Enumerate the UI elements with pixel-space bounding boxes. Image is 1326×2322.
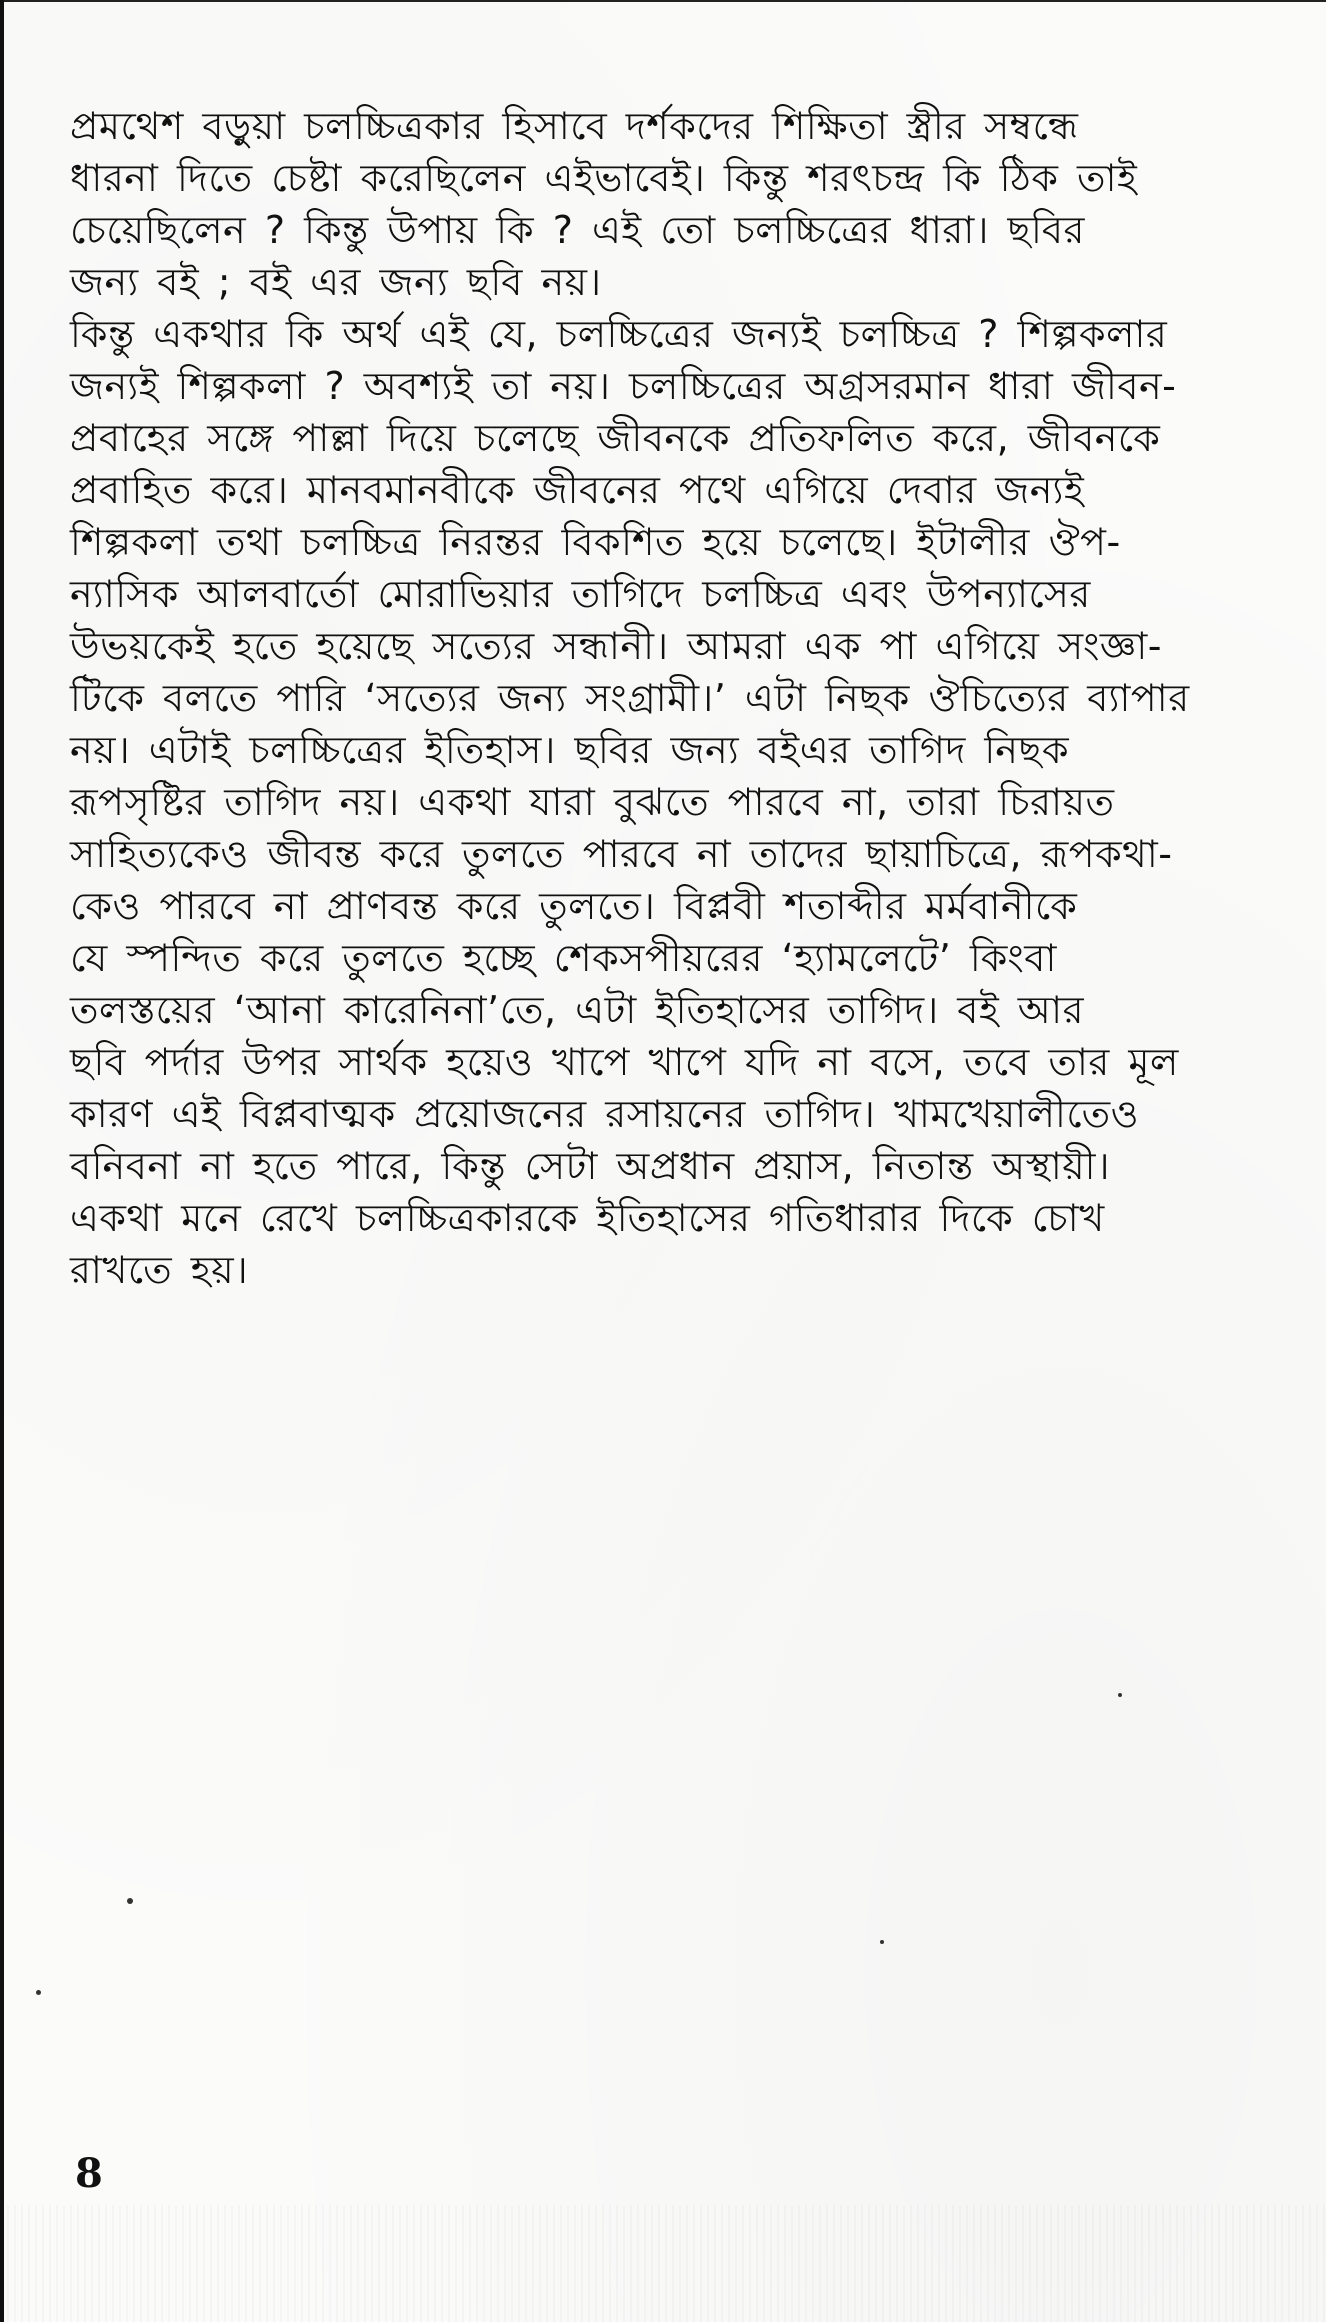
text-line: ছবি পর্দার উপর সার্থক হয়েও খাপে খাপে যদি না বসে, তবে তার মূল — [70, 1040, 1179, 1084]
text-line: প্রমথেশ বড়ুয়া চলচ্চিত্রকার হিসাবে দর্শকদের শিক্ষিতা স্ত্রীর সম্বন্ধে — [70, 104, 1079, 148]
text-line: প্রবাহের সঙ্গে পাল্লা দিয়ে চলেছে জীবনকে প্রতিফলিত করে, জীবনকে — [70, 416, 1161, 460]
ink-speck — [1118, 1693, 1122, 1697]
text-line: জন্যই শিল্পকলা ? অবশ্যই তা নয়। চলচ্চিত্রের অগ্রসরমান ধারা জীবন- — [70, 364, 1177, 408]
text-line: কারণ এই বিপ্লবাত্মক প্রয়োজনের রসায়নের তাগিদ। খামখেয়ালীতেও — [70, 1092, 1140, 1136]
ink-speck — [880, 1940, 884, 1944]
text-line: কেও পারবে না প্রাণবন্ত করে তুলতে। বিপ্লবী শতাব্দীর মর্মবানীকে — [70, 884, 1078, 928]
text-line: একথা মনে রেখে চলচ্চিত্রকারকে ইতিহাসের গতিধারার দিকে চোখ — [70, 1196, 1105, 1240]
text-line: চেয়েছিলেন ? কিন্তু উপায় কি ? এই তো চলচ্চিত্রের ধারা। ছবির — [70, 208, 1085, 252]
text-line: বনিবনা না হতে পারে, কিন্তু সেটা অপ্রধান প্রয়াস, নিতান্ত অস্থায়ী। — [70, 1144, 1111, 1188]
text-line: ন্যাসিক আলবার্তো মোরাভিয়ার তাগিদে চলচ্চিত্র এবং উপন্যাসের — [70, 572, 1091, 616]
text-line: প্রবাহিত করে। মানবমানবীকে জীবনের পথে এগিয়ে দেবার জন্যই — [70, 468, 1085, 512]
body-text — [70, 100, 1245, 1296]
page-edge-left — [0, 0, 4, 2322]
text-line: রূপসৃষ্টির তাগিদ নয়। একথা যারা বুঝতে পারবে না, তারা চিরায়ত — [70, 780, 1115, 824]
text-line: শিল্পকলা তথা চলচ্চিত্র নিরন্তর বিকশিত হয়ে চলেছে। ইটালীর ঔপ- — [70, 520, 1121, 564]
page-edge-top — [0, 0, 1326, 2]
text-line: নয়। এটাই চলচ্চিত্রের ইতিহাস। ছবির জন্য বইএর তাগিদ নিছক — [70, 728, 1070, 772]
page-number: 8 — [75, 2150, 103, 2197]
text-line: তলস্তয়ের ‘আনা কারেনিনা’তে, এটা ইতিহাসের তাগিদ। বই আর — [70, 988, 1085, 1032]
ink-speck — [127, 1898, 133, 1904]
text-line: উভয়কেই হতে হয়েছে সত্যের সন্ধানী। আমরা এক পা এগিয়ে সংজ্ঞা- — [70, 624, 1163, 668]
ink-speck — [36, 1990, 41, 1995]
text-line: সাহিত্যকেও জীবন্ত করে তুলতে পারবে না তাদের ছায়াচিত্রে, রূপকথা- — [70, 832, 1173, 876]
text-line: কিন্তু একথার কি অর্থ এই যে, চলচ্চিত্রের জন্যই চলচ্চিত্র ? শিল্পকলার — [70, 312, 1168, 356]
scan-noise — [0, 2205, 1326, 2322]
text-line: যে স্পন্দিত করে তুলতে হচ্ছে শেকসপীয়রের ‘হ্যামলেটে’ কিংবা — [70, 936, 1057, 980]
text-line: টিকে বলতে পারি ‘সত্যের জন্য সংগ্রামী।’ এটা নিছক ঔচিত্যের ব্যাপার — [70, 676, 1190, 720]
text-line: রাখতে হয়। — [70, 1248, 249, 1292]
text-line: ধারনা দিতে চেষ্টা করেছিলেন এইভাবেই। কিন্তু শরৎচন্দ্র কি ঠিক তাই — [70, 156, 1138, 200]
text-line: জন্য বই ; বই এর জন্য ছবি নয়। — [70, 260, 602, 304]
